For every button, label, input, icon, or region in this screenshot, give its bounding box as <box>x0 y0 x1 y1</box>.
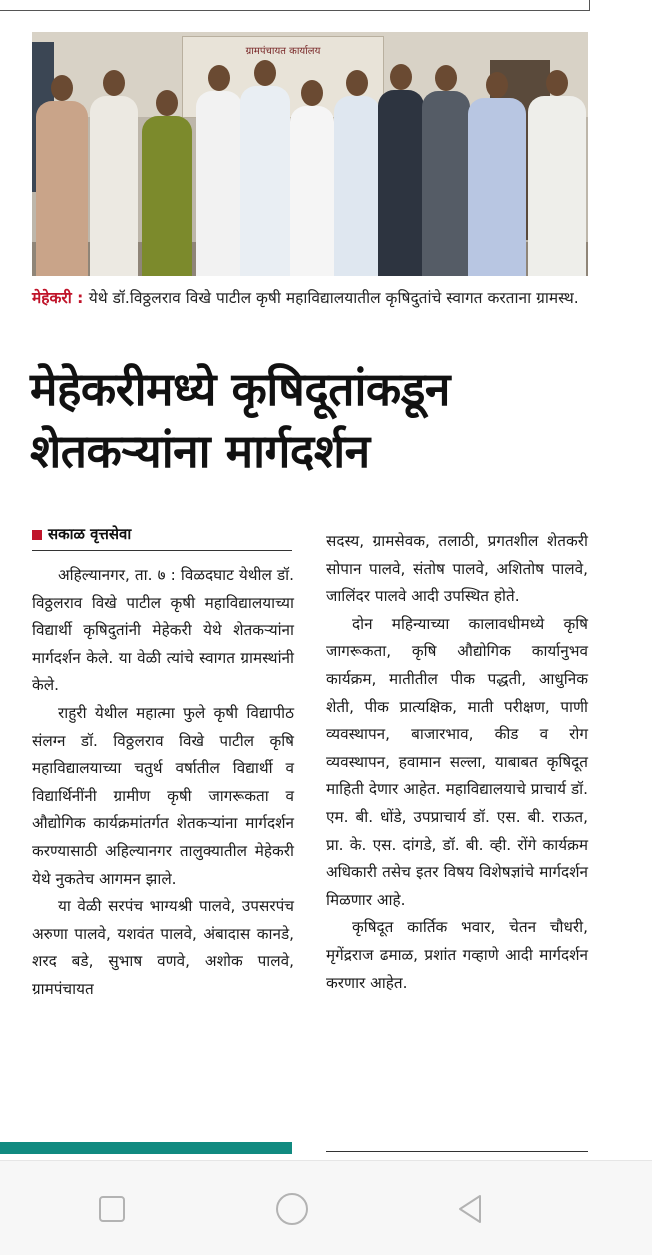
person-4 <box>196 91 242 276</box>
article-column-left <box>32 562 294 1004</box>
person-head <box>346 70 368 96</box>
person-7 <box>334 96 380 276</box>
person-10 <box>468 98 526 276</box>
person-head <box>390 64 412 90</box>
person-1 <box>36 101 88 276</box>
article-column-right <box>326 528 588 997</box>
person-head <box>486 72 508 98</box>
paragraph: दोन महिन्याच्या कालावधीमध्ये कृषि जागरूकता, कृषि औद्योगिक कार्यानुभव कार्यक्रम, मातीतील पीक पद्धती, आधुनिक शेती, पीक प्रात्यक्षिक, माती परीक्षण, पाणी व्यवस्थापन, बाजारभाव, कीड व रोग व्यवस्थापन, हवामान सल्ला, याबाबत कृषिदूत माहिती देणार आहेत. महाविद्यालयाचे प्राचार्य डॉ. एम. बी. धोंडे, उपप्राचार्य डॉ. एस. बी. राऊत, प्रा. के. एस. दांगडे, डॉ. बी. व्ही. रोंगे कार्यक्रम अधिकारी तसेच इतर विषय विशेषज्ञांचे मार्गदर्शन मिळणार आहे. <box>326 614 588 909</box>
recent-apps-button[interactable] <box>94 1191 130 1227</box>
person-head <box>546 70 568 96</box>
person-6 <box>290 106 334 276</box>
paragraph: सदस्य, ग्रामसेवक, तलाठी, प्रगतशील शेतकरी सोपान पालवे, संतोष पालवे, अशितोष पालवे, जालिंदर पालवे आदी उपस्थित होते. <box>326 532 588 606</box>
back-button[interactable] <box>452 1191 488 1227</box>
paragraph: अहिल्यानगर, ता. ७ : विळदघाट येथील डॉ. विठ्ठलराव विखे पाटील कृषी महाविद्यालयाच्या विद्यार्थी कृषिदुतांनी मेहेकरी येथे शेतकऱ्यांना मार्गदर्शन केले. या वेळी त्यांचे स्वागत ग्रामस्थांनी केले. <box>32 566 294 695</box>
home-button[interactable] <box>274 1191 310 1227</box>
person-head <box>301 80 323 106</box>
caption-place: मेहेकरी <box>32 289 72 307</box>
article-byline <box>32 524 292 551</box>
caption-text: येथे डॉ.विठ्ठलराव विखे पाटील कृषी महाविद्यालयातील कृषिदुतांचे स्वागत करताना ग्रामस्थ. <box>88 289 579 307</box>
top-border-corner <box>589 0 590 10</box>
triangle-back-icon <box>452 1191 488 1227</box>
headline-line-2: शेतकऱ्यांना मार्गदर्शन <box>30 424 370 478</box>
person-head <box>103 70 125 96</box>
person-head <box>435 65 457 91</box>
photo-caption <box>32 286 592 310</box>
person-2 <box>90 96 138 276</box>
byline-square-icon <box>32 530 42 540</box>
person-9 <box>422 91 470 276</box>
person-8 <box>378 90 424 276</box>
caption-separator: : <box>71 289 89 307</box>
person-head <box>208 65 230 91</box>
article-headline <box>30 358 630 482</box>
person-11 <box>528 96 586 276</box>
top-border-rule <box>0 0 590 11</box>
byline-text: सकाळ वृत्तसेवा <box>48 525 132 543</box>
news-photo <box>32 32 588 276</box>
signboard-text: ग्रामपंचायत कार्यालय <box>245 46 321 57</box>
person-head <box>51 75 73 101</box>
paragraph: या वेळी सरपंच भाग्यश्री पालवे, उपसरपंच अरुणा पालवे, यशवंत पालवे, अंबादास कानडे, शरद बडे, सुभाष वणवे, अशोक पालवे, ग्रामपंचायत <box>32 897 294 998</box>
teal-progress-bar <box>0 1142 292 1154</box>
person-head <box>254 60 276 86</box>
square-recent-apps-icon <box>94 1191 130 1227</box>
person-3 <box>142 116 192 276</box>
circle-home-icon <box>274 1191 310 1227</box>
paragraph: कृषिदूत कार्तिक भवार, चेतन चौधरी, मृगेंद्रराज ढमाळ, प्रशांत गव्हाणे आदी मार्गदर्शन करणार आहेत. <box>326 918 588 992</box>
paragraph: राहुरी येथील महात्मा फुले कृषी विद्यापीठ संलग्न डॉ. विठ्ठलराव विखे पाटील कृषि महाविद्यालयाच्या चतुर्थ वर्षातील विद्यार्थी व विद्यार्थिनींनी ग्रामीण कृषी जागरूकता व औद्योगिक कार्यक्रमांतर्गत शेतकऱ्यांना मार्गदर्शन करण्यासाठी अहिल्यानगर तालुक्यातील मेहेकरी येथे नुकतेच आगमन झाले. <box>32 703 294 888</box>
headline-line-1: मेहेकरीमध्ये कृषिदूतांकडून <box>30 362 450 416</box>
person-5 <box>240 86 290 276</box>
article-end-rule <box>326 1151 588 1152</box>
person-head <box>156 90 178 116</box>
android-navigation-bar <box>0 1160 652 1255</box>
